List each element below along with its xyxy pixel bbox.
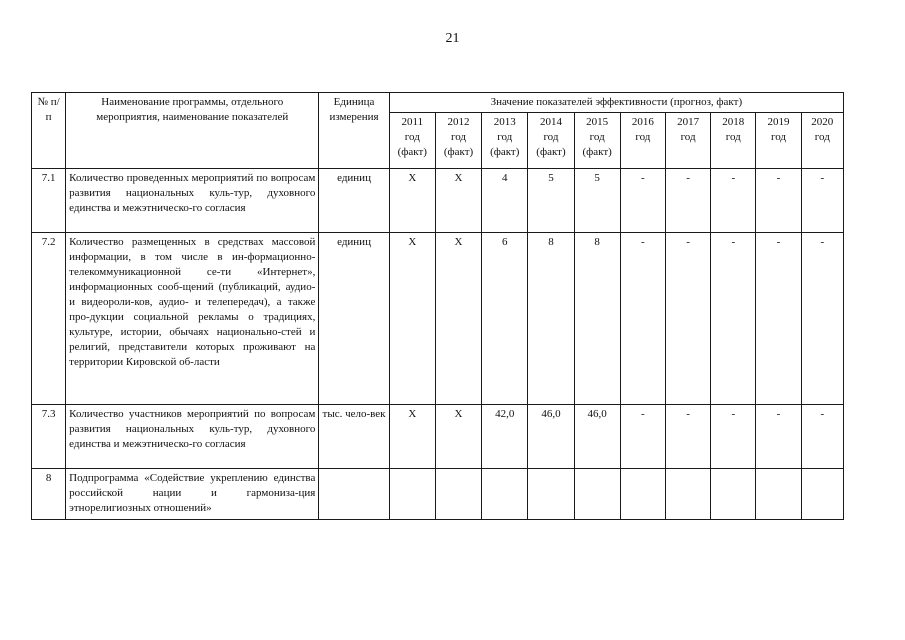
value-cell: - [801,233,843,405]
col-header-values-group: Значение показателей эффективности (прогноз, факт) [389,93,843,113]
value-cell [801,469,843,520]
table-row [32,233,844,405]
value-cell: X [435,233,481,405]
col-header-num: № п/п [32,93,66,169]
row-number: 7.3 [32,405,66,469]
year-header: 2013 год (факт) [482,113,528,169]
year-header: 2014 год (факт) [528,113,574,169]
value-cell: 8 [528,233,574,405]
year-header: 2018 год [711,113,756,169]
value-cell: 42,0 [482,405,528,469]
year-header: 2020 год [801,113,843,169]
indicator-name: Количество участников мероприятий по вопросам развития национальных куль-тур, духовного единства и межэтническо-го согласия [66,405,319,469]
value-cell [711,469,756,520]
value-cell: 46,0 [528,405,574,469]
table-row [32,169,844,233]
value-cell [528,469,574,520]
value-cell: X [389,405,435,469]
value-cell: 4 [482,169,528,233]
unit-cell [319,469,389,520]
row-number: 7.1 [32,169,66,233]
value-cell: - [620,169,665,233]
value-cell: X [389,169,435,233]
year-header: 2012 год (факт) [435,113,481,169]
indicator-name: Количество размещенных в средствах массовой информации, в том числе в ин-формационно-телекоммуникационной се-ти «Интернет», информационных сооб-щений (публикаций, аудио- и видеороли-ков, аудио- и телепередач), а также про-дукции социальной рекламы о традициях, культуре, истории, обычаях национально-стей и религий, представители которых проживают на территории Кировской об-ласти [66,233,319,405]
value-cell [482,469,528,520]
year-header: 2017 год [665,113,710,169]
indicator-name: Количество проведенных мероприятий по вопросам развития национальных куль-тур, духовного единства и межэтническо-го согласия [66,169,319,233]
year-header: 2016 год [620,113,665,169]
value-cell [620,469,665,520]
unit-cell: тыс. чело-век [319,405,389,469]
value-cell: 8 [574,233,620,405]
value-cell: - [756,233,801,405]
value-cell: - [756,169,801,233]
subprogram-name: Подпрограмма «Содействие укреплению единства российской нации и гармониза-ция этнорелигиозных отношений» [66,469,319,520]
value-cell: - [665,233,710,405]
value-cell: 46,0 [574,405,620,469]
value-cell: X [435,169,481,233]
value-cell: - [620,233,665,405]
page-number: 21 [445,31,460,46]
table-row [32,405,844,469]
value-cell: X [435,405,481,469]
value-cell: - [620,405,665,469]
value-cell: - [665,405,710,469]
unit-cell: единиц [319,233,389,405]
col-header-unit: Единица измерения [319,93,389,169]
value-cell [389,469,435,520]
year-header: 2015 год (факт) [574,113,620,169]
col-header-name: Наименование программы, отдельного мероприятия, наименование показателей [66,93,319,169]
value-cell [756,469,801,520]
value-cell: - [711,405,756,469]
value-cell: 5 [528,169,574,233]
value-cell: - [801,405,843,469]
indicators-table [31,92,844,520]
value-cell: 6 [482,233,528,405]
value-cell: 5 [574,169,620,233]
row-number: 7.2 [32,233,66,405]
value-cell: - [756,405,801,469]
unit-cell: единиц [319,169,389,233]
value-cell: - [801,169,843,233]
row-number: 8 [32,469,66,520]
year-header: 2019 год [756,113,801,169]
value-cell: - [711,169,756,233]
value-cell: X [389,233,435,405]
value-cell: - [711,233,756,405]
table-row [32,469,844,520]
value-cell [574,469,620,520]
value-cell [435,469,481,520]
header-row [32,93,844,113]
value-cell: - [665,169,710,233]
value-cell [665,469,710,520]
year-header: 2011 год (факт) [389,113,435,169]
